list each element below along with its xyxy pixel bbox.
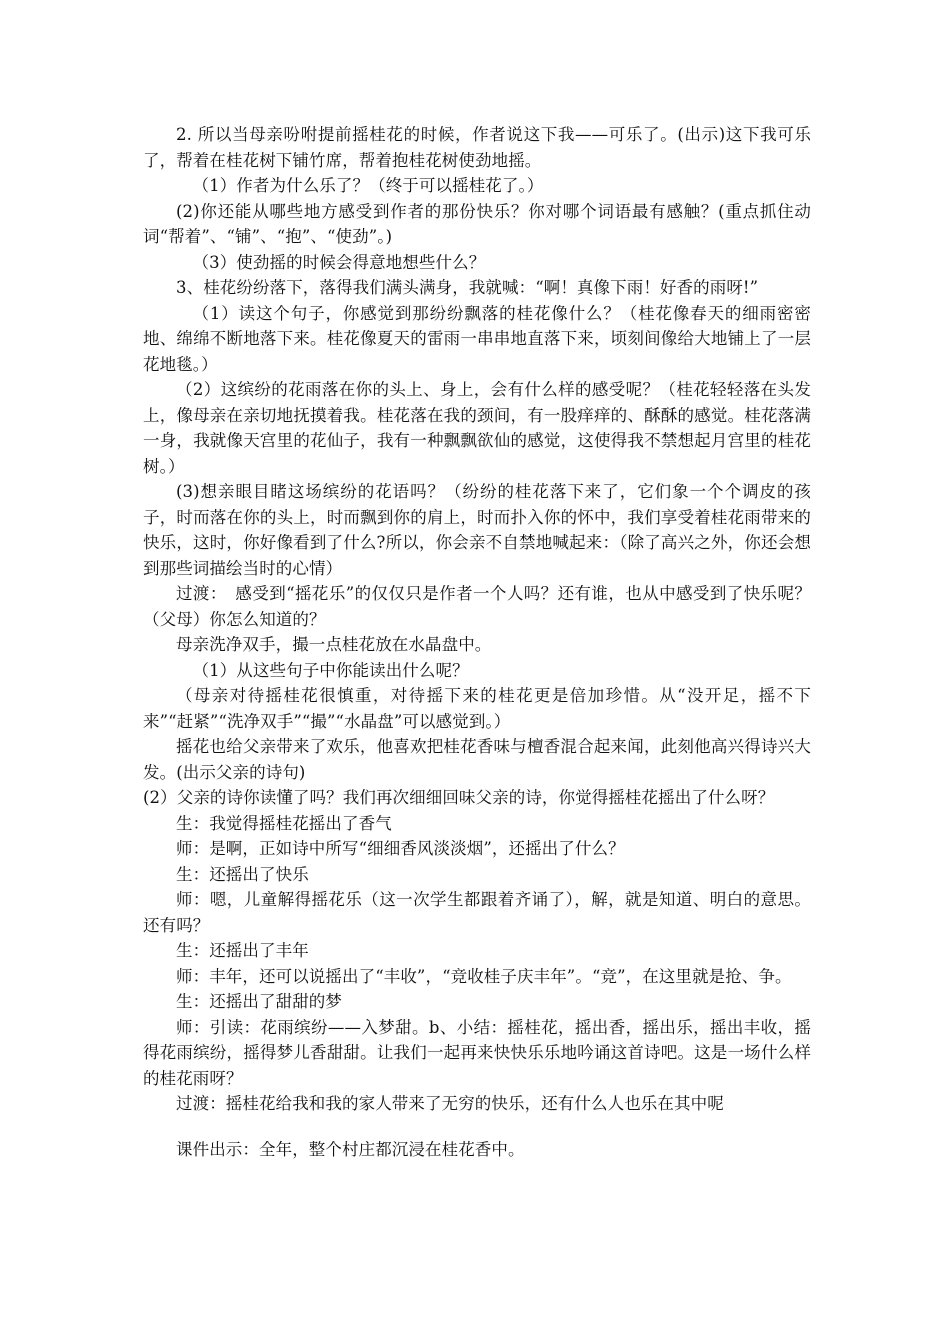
- blank-line: [143, 1117, 811, 1137]
- question-3-thinking: （3）使劲摇的时候会得意地想些什么？: [192, 252, 486, 272]
- paragraph-2-intro: 2. 所以当母亲吩咐提前摇桂花的时候，作者说这下我——可乐了。(出示)这下我可乐了，帮着在桂花树下铺竹席，帮着抱桂花树使劲地摇。: [143, 125, 811, 170]
- dialogue-student-3: 生：还摇出了丰年: [176, 941, 309, 960]
- question-like-what: （1）读这个句子，你感觉到那纷纷飘落的桂花像什么？（桂花像春天的细雨密密地、绵绵不断地落下来。桂花像夏天的雷雨一串串地直落下来，顷刻间像给大地铺上了一层花地毯。）: [143, 303, 811, 374]
- dialogue-student-2: 生：还摇出了快乐: [176, 864, 309, 884]
- paragraph-3-falling: 3、桂花纷纷落下，落得我们满头满身，我就喊：“啊！真像下雨！好香的雨呀!”: [176, 278, 759, 297]
- dialogue-teacher-3: 师：丰年，还可以说摇出了“丰收”，“竞收桂子庆丰年”。“竞”，在这里就是抢、争。: [176, 966, 792, 986]
- transition-2: 过渡：摇桂花给我和我的家人带来了无穷的快乐，还有什么人也乐在其中呢: [176, 1094, 724, 1113]
- transition-1: 过渡： 感受到“摇花乐”的仅仅只是作者一个人吗？还有谁，也从中感受到了快乐呢？（父母）你怎么知道的？: [143, 584, 811, 629]
- dialogue-teacher-4: 师：引读：花雨缤纷——入梦甜。b、小结：摇桂花，摇出香，摇出乐，摇出丰收，摇得花雨缤纷，摇得梦儿香甜甜。让我们一起再来快快乐乐地吟诵这首诗吧。这是一场什么样的桂花雨呀？: [143, 1017, 811, 1088]
- question-1-why-happy: （1）作者为什么乐了？（终于可以摇桂花了。）: [192, 176, 544, 195]
- dialogue-student-4: 生：还摇出了甜甜的梦: [176, 992, 342, 1011]
- dialogue-teacher-2: 师：嗯，儿童解得摇花乐（这一次学生都跟着齐诵了），解，就是知道、明白的意思。还有吗？: [143, 890, 811, 935]
- question-2-feel-joy: (2)你还能从哪些地方感受到作者的那份快乐？你对哪个词语最有感触？(重点抓住动词“帮着”、“铺”、“抱”、“使劲”。): [143, 201, 811, 246]
- mother-answer: （母亲对待摇桂花很慎重，对待摇下来的桂花更是倍加珍惜。从“没开足，摇不下来”“赶紧”“洗净双手”“撮”“水晶盘”可以感觉到。）: [143, 686, 811, 731]
- father-joy: 摇花也给父亲带来了欢乐，他喜欢把桂花香味与檀香混合起来闻，此刻他高兴得诗兴大发。(出示父亲的诗句): [143, 737, 811, 782]
- question-witness: (3)想亲眼目睹这场缤纷的花语吗？（纷纷的桂花落下来了，它们象一个个调皮的孩子，时而落在你的头上，时而飘到你的肩上，时而扑入你的怀中，我们享受着桂花雨带来的快乐，这时，你好像看到了什么?所以，你会亲不自禁地喊起来：（除了高兴之外，你还会想到那些词描绘当时的心情）: [143, 482, 811, 578]
- document-page: [143, 122, 811, 1162]
- question-read-out: （1）从这些句子中你能读出什么呢？: [192, 660, 469, 680]
- question-feeling: （2）这缤纷的花雨落在你的头上、身上，会有什么样的感受呢？（桂花轻轻落在头发上，像母亲在亲切地抚摸着我。桂花落在我的颈间，有一股痒痒的、酥酥的感觉。桂花落满一身，我就像天宫里的花仙子，我有一种飘飘欲仙的感觉，这使得我不禁想起月宫里的桂花树。）: [143, 380, 811, 476]
- mother-sentence: 母亲洗净双手，撮一点桂花放在水晶盘中。: [176, 635, 492, 654]
- question-father-poem: (2）父亲的诗你读懂了吗？我们再次细细回味父亲的诗，你觉得摇桂花摇出了什么呀？: [143, 788, 775, 807]
- dialogue-student-1: 生：我觉得摇桂花摇出了香气: [176, 813, 392, 833]
- courseware-display: 课件出示：全年，整个村庄都沉浸在桂花香中。: [176, 1139, 525, 1159]
- dialogue-teacher-1: 师：是啊，正如诗中所写“细细香风淡淡烟”，还摇出了什么？: [176, 839, 625, 858]
